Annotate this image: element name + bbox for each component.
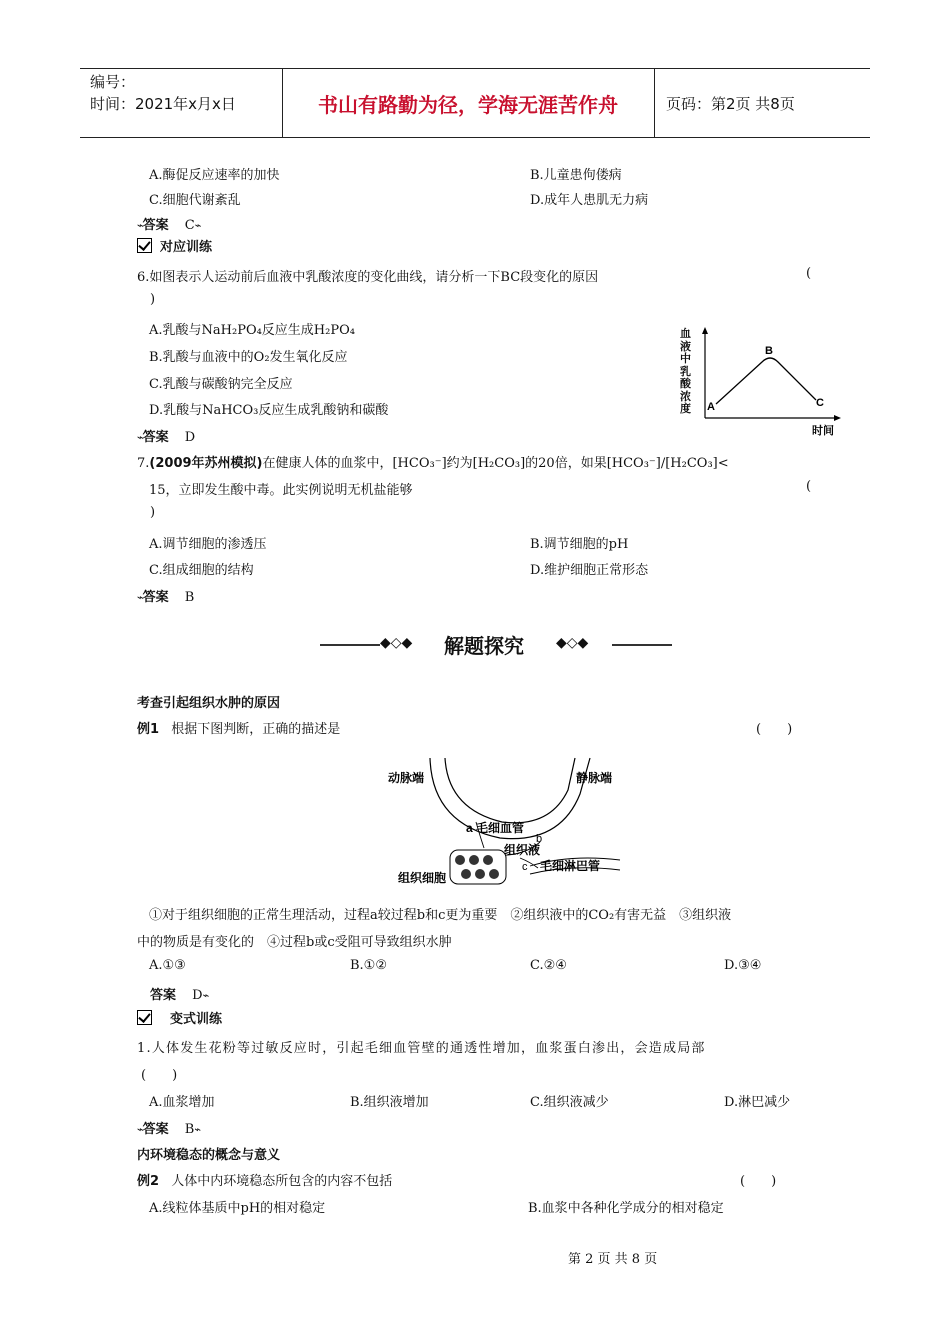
answer-value: D [184,430,196,445]
v1-option-c: C.组织液减少 [530,1095,609,1110]
ex1-paren: ( ) [756,722,793,737]
ex2-option-b: B.血浆中各种化学成分的相对稳定 [528,1201,724,1216]
page-header [80,68,870,138]
number-label: 编号： [90,73,136,91]
q5-answer-line [137,214,200,233]
tissue-cells [450,850,506,884]
section-variant [137,1008,222,1027]
answer-label: 答案 [150,988,177,1003]
ex2-label: 例2 [137,1174,160,1189]
section-practice [137,236,212,255]
q5-option-a: A.酶促反应速率的加快 [149,168,280,183]
answer-label: 答案 [142,590,169,605]
q7-option-d: D.维护细胞正常形态 [530,563,649,578]
q6-answer-line [137,426,195,445]
x-axis-arrow-icon [834,415,841,421]
banner-ornament-left-icon: ◆◇◆ [380,635,413,651]
graph-x-label: 时间 [812,425,834,437]
artery-label: 动脉端 [388,771,425,785]
graph-y-label: 血液中乳酸浓度 [680,327,691,415]
v1-stem: 1.人体发生花粉等过敏反应时，引起毛细血管壁的通透性增加，血浆蛋白渗出，会造成局部 [137,1041,706,1056]
label-c: c [522,861,528,873]
date-label: 时间：2021年x月x日 [90,95,236,113]
answer-label: 答案 [142,218,169,233]
ex2-paren: ( ) [740,1174,777,1189]
ex1-label: 例1 [137,722,160,737]
q6-paren-open: ( [806,266,812,281]
q7-answer-line [137,586,194,605]
fish-icon: ⌁ [194,219,201,232]
page-footer: 第 2 页 共 8 页 [568,1252,658,1267]
lymph-label: 毛细淋巴管 [540,859,601,873]
header-divider [654,69,655,137]
fish-icon: ⌁ [137,219,143,232]
ex2-option-a: A.线粒体基质中pH的相对稳定 [149,1201,326,1216]
q7-option-a: A.调节细胞的渗透压 [149,537,267,552]
ex1-option-b: B.①② [350,958,387,973]
header-meta [90,71,236,115]
capillary-inner-wall [445,758,575,823]
answer-label: 答案 [142,430,169,445]
q7-stem2: 15，立即发生酸中毒。此实例说明无机盐能够 [149,483,413,498]
banner-title: 解题探究 [444,634,524,658]
q7-source: (2009年苏州模拟) [149,456,263,471]
capillary-label: a 毛细血管 [466,821,525,835]
ex2-stem-line [137,1170,392,1189]
header-page-label: 页码：第2页 共8页 [666,95,795,113]
fish-icon: ⌁ [137,591,143,604]
ex1-stem: 根据下图判断，正确的描述是 [171,722,341,737]
ex1-line1: ①对于组织细胞的正常生理活动，过程a较过程b和c更为重要 ②组织液中的CO₂有害无益 ③组织液 [149,908,732,923]
q7-stem1: 在健康人体的血浆中，[HCO₃⁻]约为[H₂CO₃]的20倍，如果[HCO₃⁻]/[H₂CO₃]< [262,456,729,471]
q5-option-c: C.细胞代谢紊乱 [149,193,241,208]
q7-option-b: B.调节细胞的pH [530,537,629,552]
fish-icon: ⌁ [194,1123,200,1136]
q6-paren-close: ) [150,292,156,307]
ex1-line2: 中的物质是有变化的 ④过程b或c受阻可导致组织水肿 [137,935,452,950]
ex1-stem-line [137,718,340,737]
section-variant-label: 变式训练 [170,1012,223,1027]
vein-label: 静脉端 [576,771,613,785]
checkbox-icon [137,1010,152,1025]
q6-option-a: A.乳酸与NaH₂PO₄反应生成H₂PO₄ [149,323,355,338]
q7-paren-open: ( [806,479,812,494]
ex1-option-d: D.③④ [724,958,762,973]
ex2-stem: 人体中内环境稳态所包含的内容不包括 [171,1174,393,1189]
q7-stem-line1 [137,452,729,471]
q7-paren-close: ) [150,505,156,520]
lactate-curve [716,358,816,404]
q6-option-b: B.乳酸与血液中的O₂发生氧化反应 [149,350,348,365]
topic1-heading: 考查引起组织水肿的原因 [137,696,281,711]
ex1-option-a: A.①③ [149,958,186,973]
answer-value: C [184,218,195,233]
fish-icon: ⌁ [137,1123,143,1136]
q5-option-b: B.儿童患佝偻病 [530,168,622,183]
banner-line-right [612,644,672,646]
q6-stem: 6.如图表示人运动前后血液中乳酸浓度的变化曲线，请分析一下BC段变化的原因 [137,270,599,285]
tissue-fluid-label: 组织液 [504,843,541,857]
answer-label: 答案 [142,1122,169,1137]
answer-value: D [192,988,203,1003]
header-motto: 书山有路勤为径，学海无涯苦作舟 [318,93,618,117]
fish-icon: ⌁ [202,989,209,1002]
answer-value: B [184,590,195,605]
v1-option-a: A.血浆增加 [149,1095,215,1110]
label-b: b [536,833,543,845]
q7-number: 7. [137,456,150,471]
point-b-label: B [765,345,773,357]
topic2-heading: 内环境稳态的概念与意义 [137,1148,281,1163]
lactate-graph [676,324,846,444]
ex1-option-c: C.②④ [530,958,567,973]
section-practice-label: 对应训练 [160,240,213,255]
capillary-diagram [380,754,640,894]
q5-option-d: D.成年人患肌无力病 [530,193,649,208]
y-axis-arrow-icon [702,327,708,334]
v1-paren: ( ) [141,1068,178,1083]
q7-option-c: C.组成细胞的结构 [149,563,254,578]
q6-option-d: D.乳酸与NaHCO₃反应生成乳酸钠和碳酸 [149,403,389,418]
v1-option-d: D.淋巴减少 [724,1095,791,1110]
checkbox-icon [137,238,152,253]
q6-option-c: C.乳酸与碳酸钠完全反应 [149,377,293,392]
v1-option-b: B.组织液增加 [350,1095,429,1110]
v1-answer-line [137,1118,200,1137]
banner-line-left [320,644,380,646]
fish-icon: ⌁ [137,431,143,444]
answer-value: B [184,1122,195,1137]
cells-label: 组织细胞 [398,871,447,885]
banner-ornament-right-icon: ◆◇◆ [556,635,589,651]
ex1-answer-line [150,984,208,1003]
point-a-label: A [707,401,715,413]
point-c-label: C [816,397,824,409]
